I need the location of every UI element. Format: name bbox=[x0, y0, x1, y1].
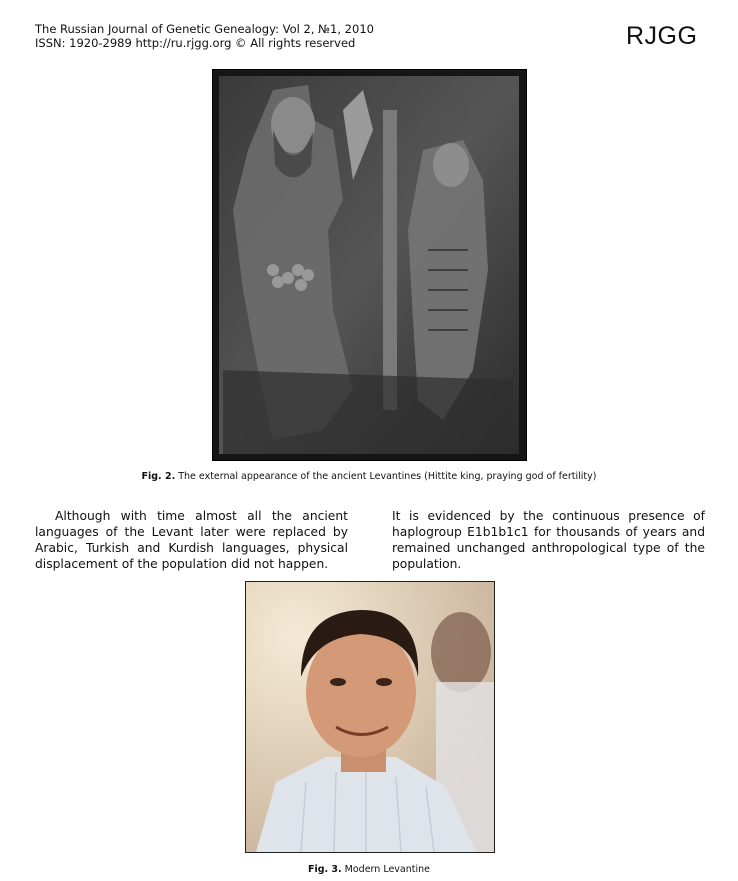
figure-2-label: Fig. 2. bbox=[141, 471, 176, 482]
journal-logo: RJGG bbox=[626, 22, 698, 50]
hittite-relief-photo bbox=[212, 69, 527, 461]
modern-levantine-photo bbox=[245, 581, 495, 853]
journal-header bbox=[35, 22, 374, 50]
figure-3-label: Fig. 3. bbox=[307, 864, 342, 875]
journal-title-line: The Russian Journal of Genetic Genealogy: Vol 2, №1, 2010 bbox=[35, 22, 374, 36]
figure-2-caption bbox=[0, 471, 738, 482]
figure-2-caption-text: The external appearance of the ancient Levantines (Hittite king, praying god of fertility) bbox=[175, 471, 597, 482]
figure-3-caption bbox=[0, 864, 738, 875]
journal-issn-line: ISSN: 1920-2989 http://ru.rjgg.org © All rights reserved bbox=[35, 36, 356, 50]
left-paragraph: Although with time almost all the ancient languages of the Levant later were replaced by Arabic, Turkish and Kurdish languages, physical displacement of the population did not happen. bbox=[35, 509, 348, 571]
modern-levantine-image bbox=[246, 582, 494, 852]
figure-3-caption-text: Modern Levantine bbox=[341, 864, 431, 875]
hittite-relief-image bbox=[213, 70, 526, 460]
right-paragraph: It is evidenced by the continuous presence of haplogroup E1b1b1c1 for thousands of years and remained unchanged anthropological type of the population. bbox=[392, 509, 705, 571]
